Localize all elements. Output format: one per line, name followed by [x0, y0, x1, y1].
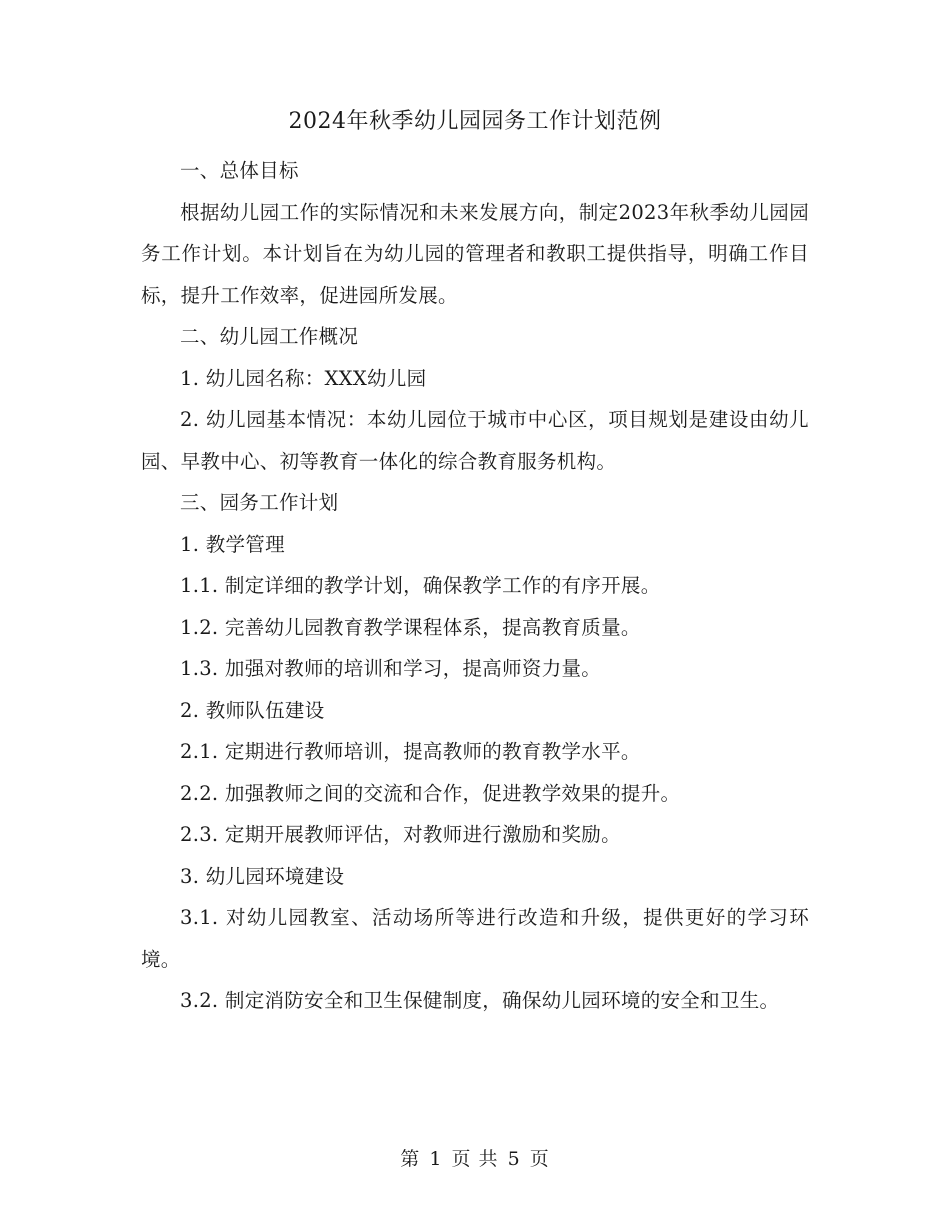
page-footer [0, 1144, 950, 1174]
list-item-1-1: 1.1. 制定详细的教学计划，确保教学工作的有序开展。 [180, 574, 661, 597]
list-item-kindergarten-name: 1. 幼儿园名称：XXX幼儿园 [180, 366, 427, 390]
list-item-2-3: 2.3. 定期开展教师评估，对教师进行激励和奖励。 [180, 823, 621, 846]
document-body [141, 150, 809, 1022]
page-label-suffix: 页 [529, 1148, 550, 1170]
page-label-prefix: 第 [400, 1148, 421, 1170]
list-item-1-2: 1.2. 完善幼儿园教育教学课程体系，提高教育质量。 [180, 615, 641, 639]
list-item-kindergarten-info: 2. 幼儿园基本情况：本幼儿园位于城市中心区，项目规划是建设由幼儿园、早教中心、初等教育一体化的综合教育服务机构。 [141, 408, 809, 473]
subheading-environment: 3. 幼儿园环境建设 [180, 864, 345, 888]
section-heading-plan: 三、园务工作计划 [180, 491, 339, 514]
current-page-number: 1 [429, 1148, 443, 1170]
subheading-teaching-management: 1. 教学管理 [180, 532, 285, 556]
paragraph-goals-text: 根据幼儿园工作的实际情况和未来发展方向，制定2023年秋季幼儿园园务工作计划。本计划旨在为幼儿园的管理者和教职工提供指导，明确工作目标，提升工作效率，促进园所发展。 [141, 200, 809, 307]
list-item-1-3: 1.3. 加强对教师的培训和学习，提高师资力量。 [180, 657, 602, 680]
list-item-3-1: 3.1. 对幼儿园教室、活动场所等进行改造和升级，提供更好的学习环境。 [141, 906, 809, 971]
list-item-2-1: 2.1. 定期进行教师培训，提高教师的教育教学水平。 [180, 740, 641, 763]
section-heading-overview: 二、幼儿园工作概况 [180, 325, 359, 348]
list-item-3-2: 3.2. 制定消防安全和卫生保健制度，确保幼儿园环境的安全和卫生。 [180, 989, 780, 1012]
page-label-mid: 页 共 [451, 1148, 499, 1170]
document-title: 2024年秋季幼儿园园务工作计划范例 [288, 109, 662, 134]
subheading-teacher-team: 2. 教师队伍建设 [180, 698, 325, 722]
list-item-2-2: 2.2. 加强教师之间的交流和合作，促进教学效果的提升。 [180, 781, 681, 805]
total-pages-number: 5 [507, 1148, 521, 1170]
section-heading-goals: 一、总体目标 [180, 159, 299, 182]
